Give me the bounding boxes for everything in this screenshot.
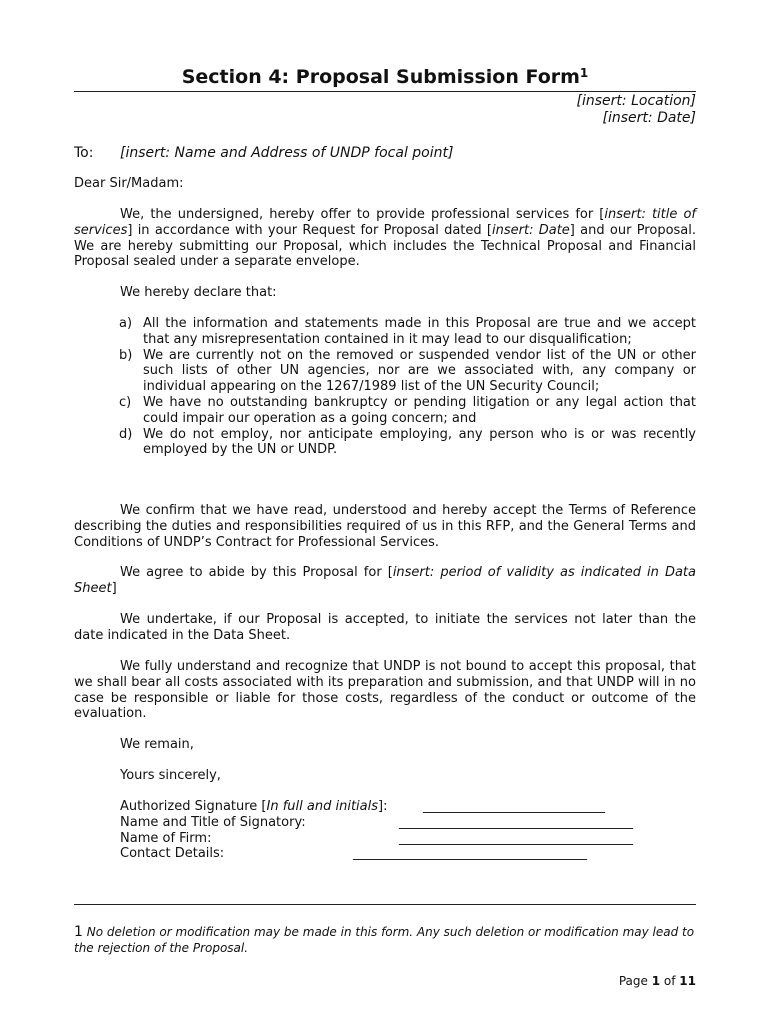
firm-name-line: ____________________________________	[399, 830, 633, 846]
to-recipient: [insert: Name and Address of UNDP focal point]	[120, 145, 454, 161]
header-location-date	[74, 93, 696, 127]
page-title: Section 4: Proposal Submission Form$^1$	[181, 66, 589, 88]
authorized-signature-line: ____________________________	[423, 799, 605, 814]
validity-paragraph: We agree to abide by this Proposal for [insert: period of validity as indicated in Data Sheet]	[74, 565, 696, 596]
undertake-paragraph: We undertake, if our Proposal is accepted, to initiate the services not later than the date indicated in the Data Sheet.	[74, 612, 696, 643]
confirm-paragraph: We confirm that we have read, understood and hereby accept the Terms of Reference describing the duties and responsibilities required of us in this RFP, and the General Terms and Conditions of UNDP’s Contract for Professional Services.	[74, 503, 696, 550]
title-footnote-ref: 1	[579, 66, 589, 80]
signatory-name-row: Name and Title of Signatory: ____________________________________	[120, 814, 633, 830]
declare-intro: We hereby declare that:	[120, 285, 277, 300]
list-item: b) We are currently not on the removed or suspended vendor list of the UN or other such lists of other UN agencies, nor are we associated with, any company or individual appearing on the 1267/1989 list of the UN Security Council;	[119, 347, 696, 395]
contact-details-row: Contact Details: ____________________________________	[120, 846, 587, 862]
footnote-separator	[74, 904, 696, 905]
title-rule	[74, 91, 696, 92]
salutation: Dear Sir/Madam:	[74, 176, 184, 191]
remain-text: We remain,	[120, 737, 194, 752]
to-label: To:	[74, 145, 94, 161]
list-item: d) We do not employ, nor anticipate employing, any person who is or was recently employed by the UN or UNDP.	[119, 426, 696, 458]
signatory-name-line: ____________________________________	[399, 814, 633, 830]
signature-block	[120, 799, 696, 862]
declarations-list	[119, 316, 696, 458]
firm-name-row: Name of Firm: ____________________________________	[120, 830, 633, 846]
understand-paragraph: We fully understand and recognize that UNDP is not bound to accept this proposal, that we shall bear all costs associated with its preparation and submission, and that UNDP will in no case be responsible or liable for those costs, regardless of the conduct or outcome of the evaluation.	[74, 659, 696, 722]
contact-details-line: ____________________________________	[353, 846, 587, 862]
authorized-signature-row: Authorized Signature [In full and initials]: ____________________________	[120, 799, 605, 814]
closing-text: Yours sincerely,	[120, 768, 221, 783]
intro-paragraph: We, the undersigned, hereby offer to provide professional services for [insert: title of services] in accordance with your Request for Proposal dated [insert: Date] and our Proposal. We are hereby submitting our Proposal, which includes the Technical Proposal and Financial Proposal sealed under a separate envelope.	[74, 207, 697, 270]
location-placeholder: [insert: Location]	[576, 93, 696, 109]
footnote: 1 No deletion or modification may be made in this form. Any such deletion or modification may lead to the rejection of the Proposal.	[74, 924, 695, 955]
list-item: a) All the information and statements made in this Proposal are true and we accept that any misrepresentation contained in it may lead to our disqualification;	[119, 316, 696, 347]
date-placeholder: [insert: Date]	[602, 110, 696, 126]
list-item: c) We have no outstanding bankruptcy or pending litigation or any legal action that could impair our operation as a going concern; and	[119, 394, 696, 426]
page-number: Page 1 of 11	[618, 974, 696, 988]
footnote-number: 1	[74, 924, 83, 940]
